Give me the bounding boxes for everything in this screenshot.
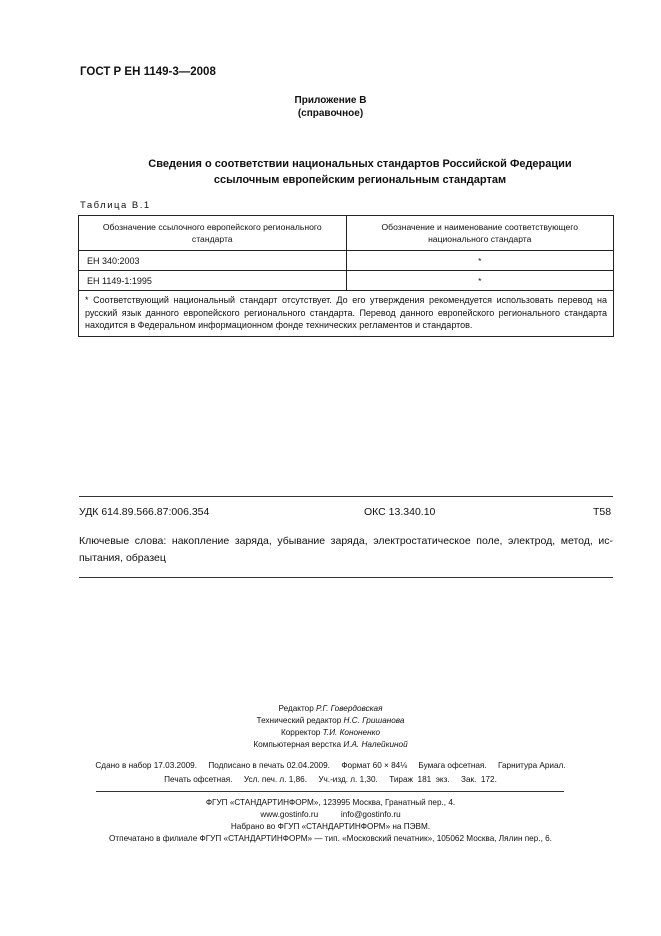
oks-code: ОКС 13.340.10 [364,506,436,518]
header-national-standard: Обозначение и наименование соответствующего национального стандарта [346,216,614,251]
printed-note: Отпечатано в филиале ФГУП «СТАНДАРТИНФОРМ» — тип. «Московский печатник», 105062 Москва, Лялин пер., 6. [109,834,552,843]
layout-label: Компьютерная верстка [253,740,342,749]
national-standard-cell: * [346,251,614,271]
appendix-name: Приложение В [294,95,367,106]
table-row [79,271,614,291]
publisher-contacts: www.gostinfo.ru info@gostinfo.ru [260,810,401,819]
print-details-line-2: Печать офсетная. Усл. печ. л. 1,86. Уч.-изд. л. 1,30. Тираж 181 экз. Зак. 172. [164,775,497,784]
section-title-line-2: ссылочным европейским региональным стандартам [213,174,507,186]
table-footnote-row [79,291,614,337]
standard-designation: ГОСТ Р ЕН 1149-3—2008 [80,66,216,78]
keywords: Ключевые слова: накопление заряда, убывание заряда, электростатическое поле, электрод, метод, испытания, образец [79,535,613,564]
reference-standard-cell: ЕН 1149-1:1995 [79,271,347,291]
corrector-name: Т.И. Кононенко [322,728,381,737]
credit-layout [0,739,661,751]
editor-label: Редактор [278,704,314,713]
udk-code: УДК 614.89.566.87:006.354 [79,506,210,518]
table-caption: Таблица В.1 [80,200,151,211]
header-reference-standard: Обозначение ссылочного европейского регионального стандарта [79,216,347,251]
editor-name: Р.Г. Говердовская [316,704,383,713]
correspondence-table [78,215,614,337]
typeset-note: Набрано во ФГУП «СТАНДАРТИНФОРМ» на ПЭВМ. [230,822,431,831]
tech-editor-name: Н.С. Гришанова [343,716,405,725]
classification-code: Т58 [593,506,612,518]
publisher-address: ФГУП «СТАНДАРТИНФОРМ», 123995 Москва, Гранатный пер., 4. [205,798,456,807]
tech-editor-label: Технический редактор [256,716,342,725]
credit-corrector [0,727,661,739]
credit-tech-editor [0,715,661,727]
print-details-line-1: Сдано в набор 17.03.2009. Подписано в печать 02.04.2009. Формат 60 × 84⅛ Бумага офсетная. Гарнитура Ариал. [95,761,566,770]
reference-standard-cell: ЕН 340:2003 [79,251,347,271]
appendix-type: (справочное) [297,108,364,119]
table-footnote: * Соответствующий национальный стандарт отсутствует. До его утверждения рекомендуется использовать перевод на русский язык данного европейского регионального стандарта. Перевод данного европейского регионального стандарта находится в Федеральном информационном фонде технических регламентов и стандартов. [79,291,614,337]
corrector-label: Корректор [280,728,321,737]
credit-editor [0,703,661,715]
layout-name: И.А. Налейкиной [343,740,408,749]
divider-top [79,496,613,497]
divider-bottom [79,577,613,578]
divider-publisher [96,791,564,792]
national-standard-cell: * [346,271,614,291]
section-title-line-1: Сведения о соответствии национальных стандартов Российской Федерации [148,158,572,170]
table-header-row [79,216,614,251]
table-row [79,251,614,271]
